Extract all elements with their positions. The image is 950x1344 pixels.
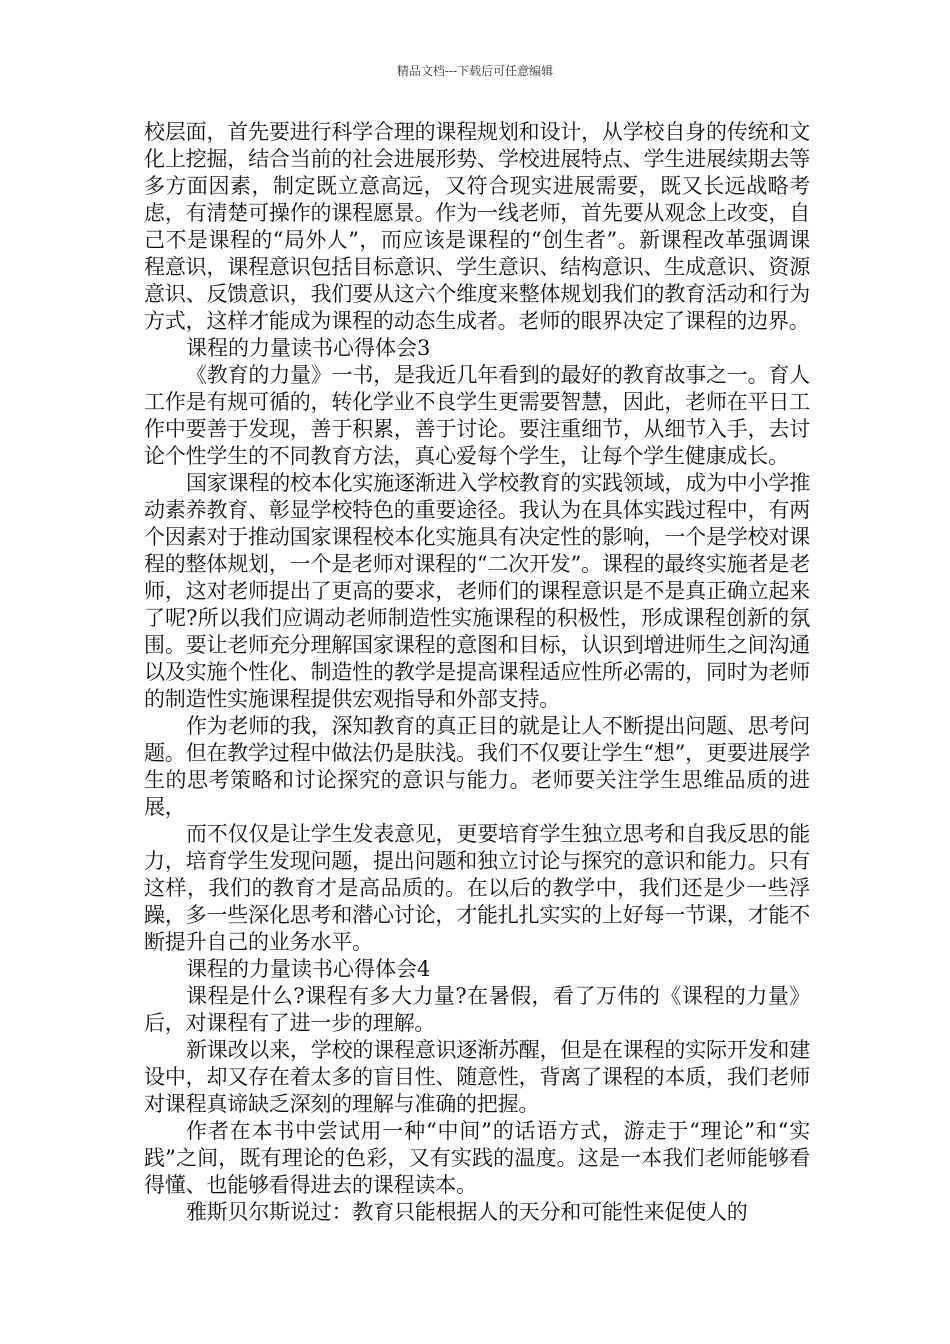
paragraph-3: 国家课程的校本化实施逐渐进入学校教育的实践领域，成为中小学推动素养教育、彰显学校特色的重要途径。我认为在具体实践过程中，有两个因素对于推动国家课程校本化实施具有决定性的影响，一个是学校对课程的整体规划，一个是老师对课程的“二次开发”。课程的最终实施者是老师，这对老师提出了更高的要求，老师们的课程意识是不是真正确立起来了呢?所以我们应调动老师制造性实施课程的积极性，形成课程创新的氛围。要让老师充分理解国家课程的意图和目标，认识到增进师生之间沟通以及实施个性化、制造性的教学是提高课程适应性所必需的，同时为老师的制造性实施课程提供宏观指导和外部支持。 xyxy=(144,471,810,711)
paragraph-6: 课程是什么?课程有多大力量?在暑假，看了万伟的《课程的力量》后，对课程有了进一步的理解。 xyxy=(144,984,810,1035)
page-header: 精品文档---下载后可任意编辑 xyxy=(396,64,554,78)
paragraph-9: 雅斯贝尔斯说过：教育只能根据人的天分和可能性来促使人的 xyxy=(186,1200,748,1224)
paragraph-2: 《教育的力量》一书，是我近几年看到的最好的教育故事之一。育人工作是有规可循的，转化学业不良学生更需要智慧，因此，老师在平日工作中要善于发现，善于积累，善于讨论。要注重细节，从细节入手，去讨论个性学生的不同教育方法，真心爱每个学生，让每个学生健康成长。 xyxy=(144,363,810,468)
paragraph-1: 校层面，首先要进行科学合理的课程规划和设计，从学校自身的传统和文化上挖掘，结合当前的社会进展形势、学校进展特点、学生进展续期去等多方面因素，制定既立意高远，又符合现实进展需要，既又长远战略考虑，有清楚可操作的课程愿景。作为一线老师，首先要从观念上改变，自己不是课程的“局外人”，而应该是课程的“创生者”。新课程改革强调课程意识，课程意识包括目标意识、学生意识、结构意识、生成意识、资源意识、反馈意识，我们要从这六个维度来整体规划我们的教育活动和行为方式，这样才能成为课程的动态生成者。老师的眼界决定了课程的边界。 xyxy=(144,120,810,333)
paragraph-5: 而不仅仅是让学生发表意见，更要培育学生独立思考和自我反思的能力，培育学生发现问题，提出问题和独立讨论与探究的意识和能力。只有这样，我们的教育才是高品质的。在以后的教学中，我们还是少一些浮躁，多一些深化思考和潜心讨论，才能扎扎实实的上好每一节课，才能不断提升自己的业务水平。 xyxy=(144,822,810,954)
section-heading-4: 课程的力量读书心得体会4 xyxy=(186,957,431,981)
paragraph-7: 新课改以来，学校的课程意识逐渐苏醒，但是在课程的实际开发和建设中，却又存在着太多的盲目性、随意性，背离了课程的本质，我们老师对课程真谛缺乏深刻的理解与准确的把握。 xyxy=(144,1038,810,1116)
document-body xyxy=(144,119,810,1226)
paragraph-8: 作者在本书中尝试用一种“中间”的话语方式，游走于“理论”和“实践”之间，既有理论的色彩，又有实践的温度。这是一本我们老师能够看得懂、也能够看得进去的课程读本。 xyxy=(144,1119,810,1197)
paragraph-4: 作为老师的我，深知教育的真正目的就是让人不断提出问题、思考问题。但在教学过程中做法仍是肤浅。我们不仅要让学生“想”，更要进展学生的思考策略和讨论探究的意识与能力。老师要关注学生思维品质的进展， xyxy=(144,714,810,819)
section-heading-3: 课程的力量读书心得体会3 xyxy=(186,336,431,360)
